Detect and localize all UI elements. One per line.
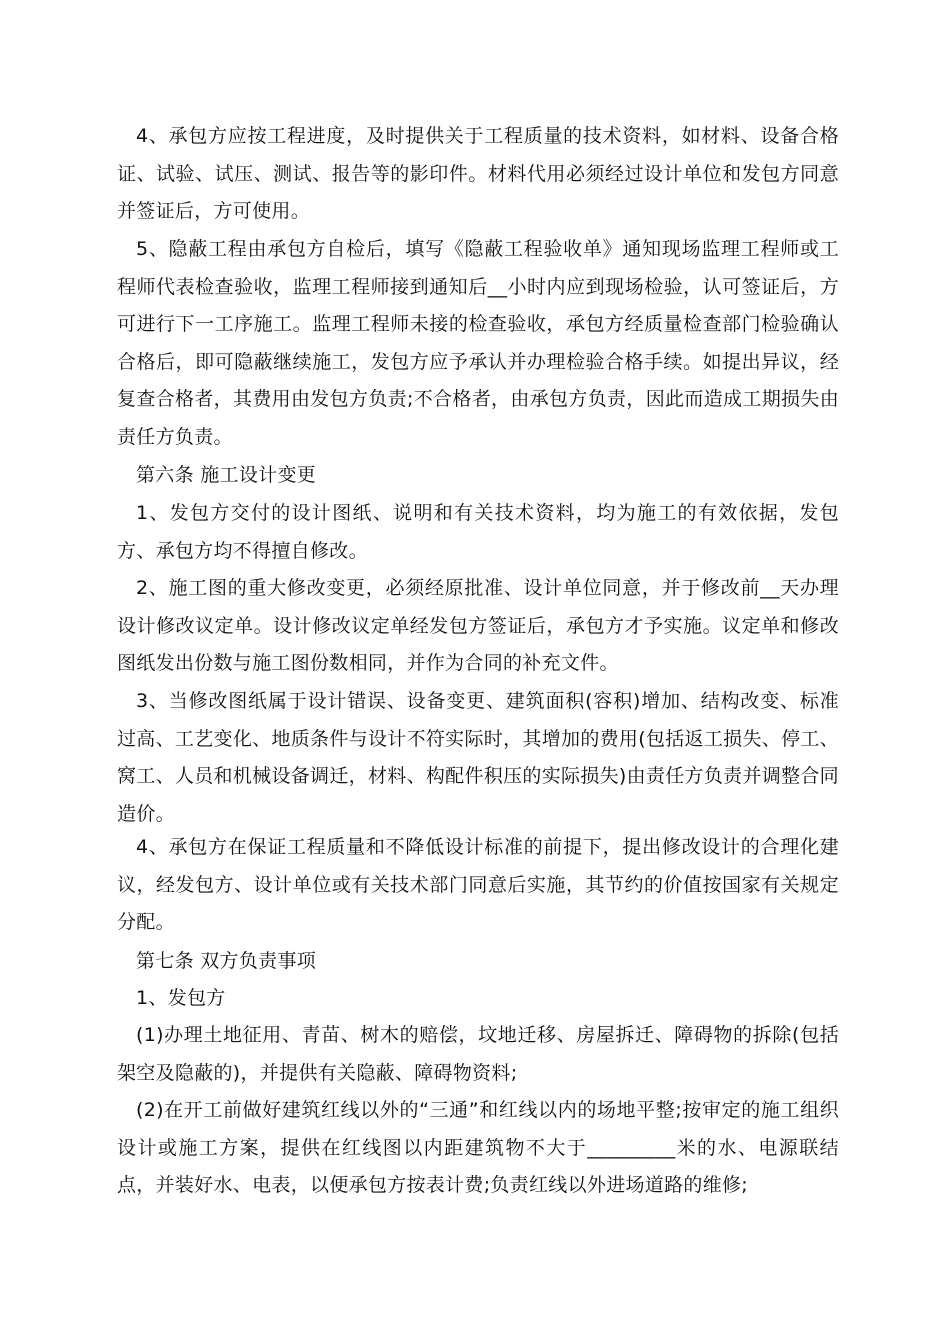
paragraph-major-changes: 2、施工图的重大修改变更，必须经原批准、设计单位同意，并于修改前__天办理设计修改议定单。设计修改议定单经发包方签证后，承包方才予实施。议定单和修改图纸发出份数与施工图份数相同，并作为合同的补充文件。 (117, 577, 839, 675)
paragraph-land-clearance: (1)办理土地征用、青苗、树木的赔偿，坟地迁移、房屋拆迁、障碍物的拆除(包括架空及隐蔽的)，并提供有关隐蔽、障碍物资料; (117, 1024, 839, 1084)
paragraph-rationalization: 4、承包方在保证工程质量和不降低设计标准的前提下，提出修改设计的合理化建议，经发包方、设计单位或有关技术部门同意后实施，其节约的价值按国家有关规定分配。 (117, 836, 839, 934)
paragraph-design-docs: 1、发包方交付的设计图纸、说明和有关技术资料，均为施工的有效依据，发包方、承包方均不得擅自修改。 (117, 502, 839, 562)
article-6-heading: 第六条 施工设计变更 (136, 464, 317, 486)
paragraph-change-costs: 3、当修改图纸属于设计错误、设备变更、建筑面积(容积)增加、结构改变、标准过高、工艺变化、地质条件与设计不符实际时，其增加的费用(包括返工损失、停工、窝工、人员和机械设备调迁，材料、构配件积压的实际损失)由责任方负责并调整合同造价。 (117, 690, 839, 825)
paragraph-hidden-works: 5、隐蔽工程由承包方自检后，填写《隐蔽工程验收单》通知现场监理工程师或工程师代表检查验收，监理工程师接到通知后__小时内应到现场检验，认可签证后，方可进行下一工序施工。监理工程师未接的检查验收，承包方经质量检查部门检验确认合格后，即可隐蔽继续施工，发包方应予承认并办理检验合格手续。如提出异议，经复查合格者，其费用由发包方负责;不合格者，由承包方负责，因此而造成工期损失由责任方负责。 (117, 238, 839, 448)
party-employer-heading: 1、发包方 (136, 987, 226, 1009)
article-7-heading: 第七条 双方负责事项 (136, 950, 317, 972)
paragraph-quality-docs: 4、承包方应按工程进度，及时提供关于工程质量的技术资料，如材料、设备合格证、试验、试压、测试、报告等的影印件。材料代用必须经过设计单位和发包方同意并签证后，方可使用。 (117, 125, 839, 223)
paragraph-site-preparation: (2)在开工前做好建筑红线以外的“三通”和红线以内的场地平整;按审定的施工组织设计或施工方案，提供在红线图以内距建筑物不大于_________米的水、电源联结点，并装好水、电表，以便承包方按表计费;负责红线以外进场道路的维修; (117, 1099, 839, 1197)
